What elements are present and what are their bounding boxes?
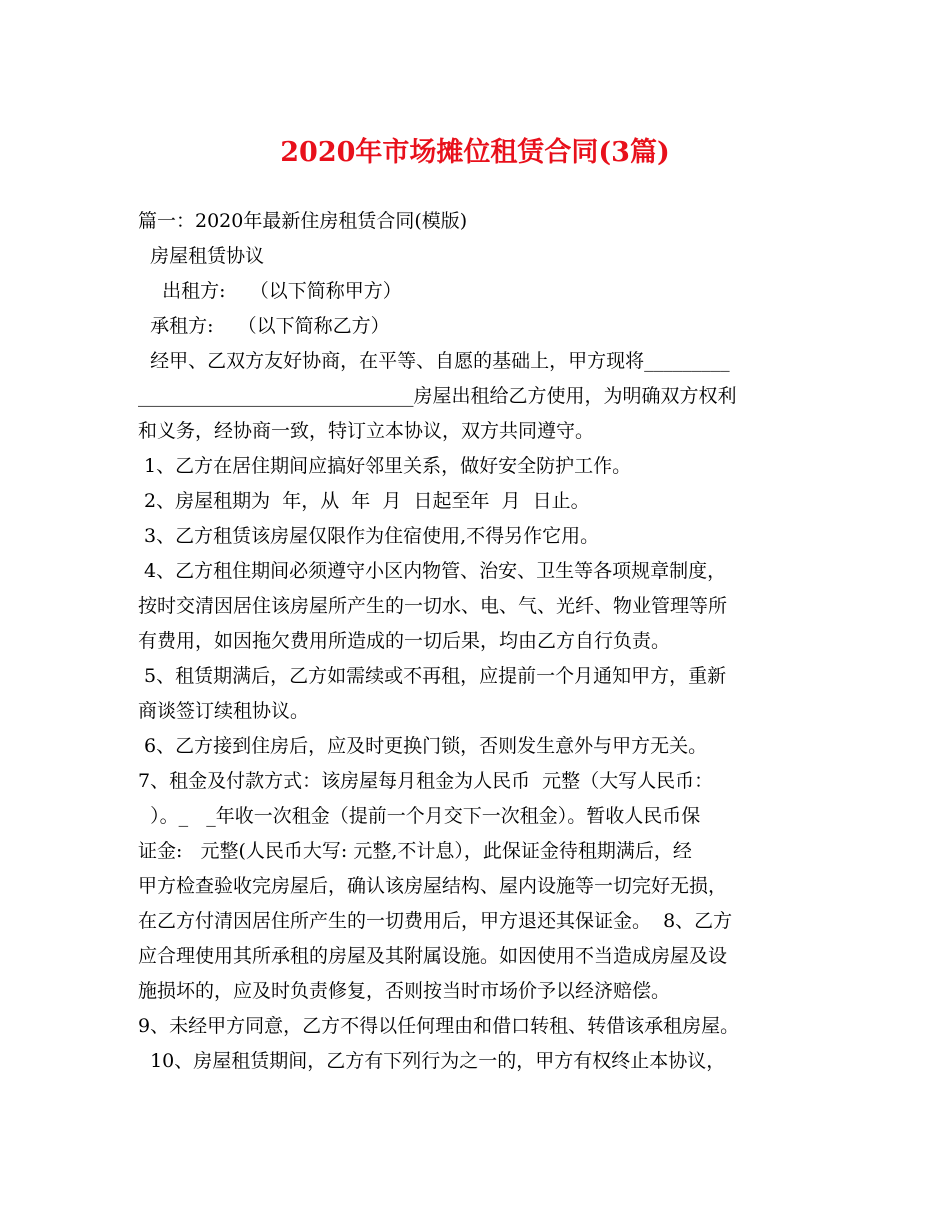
body-line: 7、租金及付款方式：该房屋每月租金为人民币 元整（大写人民币： bbox=[138, 770, 714, 792]
body-line: 1、乙方在居住期间应搞好邻里关系，做好安全防护工作。 bbox=[138, 455, 632, 477]
body-line: 和义务，经协商一致，特订立本协议，双方共同遵守。 bbox=[138, 420, 595, 442]
document-body bbox=[138, 204, 828, 1079]
body-line: 4、乙方租住期间必须遵守小区内物管、治安、卫生等各项规章制度， bbox=[138, 560, 727, 582]
document-title: 2020年市场摊位租赁合同(3篇) bbox=[280, 137, 670, 168]
body-line: 甲方检查验收完房屋后，确认该房屋结构、屋内设施等一切完好无损， bbox=[138, 875, 728, 897]
body-line: 篇一：2020年最新住房租赁合同(模版) bbox=[138, 210, 468, 232]
body-line: 9、未经甲方同意，乙方不得以任何理由和借口转租、转借该承租房屋。 bbox=[138, 1015, 740, 1037]
body-line: 证金: 元整(人民币大写: 元整,不计息），此保证金待租期满后，经 bbox=[138, 840, 692, 862]
body-line: 5、租赁期满后，乙方如需续或不再租，应提前一个月通知甲方，重新 bbox=[138, 665, 727, 687]
body-line: 房屋租赁协议 bbox=[138, 245, 265, 267]
body-line: 承租方: （以下简称乙方） bbox=[138, 315, 390, 337]
body-line: 经甲、乙双方友好协商，在平等、自愿的基础上，甲方现将_________ bbox=[138, 350, 730, 372]
body-line: 施损坏的，应及时负责修复，否则按当时市场价予以经济赔偿。 bbox=[138, 980, 671, 1002]
body-line: 按时交清因居住该房屋所产生的一切水、电、气、光纤、物业管理等所 bbox=[138, 595, 728, 617]
body-line: 在乙方付清因居住所产生的一切费用后，甲方退还其保证金。 8、乙方 bbox=[138, 910, 733, 932]
body-line: _____________________________房屋出租给乙方使用，为明确双方权利 bbox=[138, 385, 737, 407]
body-line: ）。_ _年收一次租金（提前一个月交下一次租金）。暂收人民币保 bbox=[138, 805, 701, 827]
body-line: 2、房屋租期为 年，从 年 月 日起至年 月 日止。 bbox=[138, 490, 590, 512]
body-line: 商谈签订续租协议。 bbox=[138, 700, 310, 722]
body-line: 有费用，如因拖欠费用所造成的一切后果，均由乙方自行负责。 bbox=[138, 630, 671, 652]
body-line: 应合理使用其所承租的房屋及其附属设施。如因使用不当造成房屋及设 bbox=[138, 945, 728, 967]
body-line: 出租方: （以下简称甲方） bbox=[138, 280, 402, 302]
body-line: 3、乙方租赁该房屋仅限作为住宿使用,不得另作它用。 bbox=[138, 525, 600, 547]
body-line: 6、乙方接到住房后，应及时更换门锁，否则发生意外与甲方无关。 bbox=[138, 735, 708, 757]
body-line: 10、房屋租赁期间，乙方有下列行为之一的，甲方有权终止本协议， bbox=[138, 1050, 726, 1072]
